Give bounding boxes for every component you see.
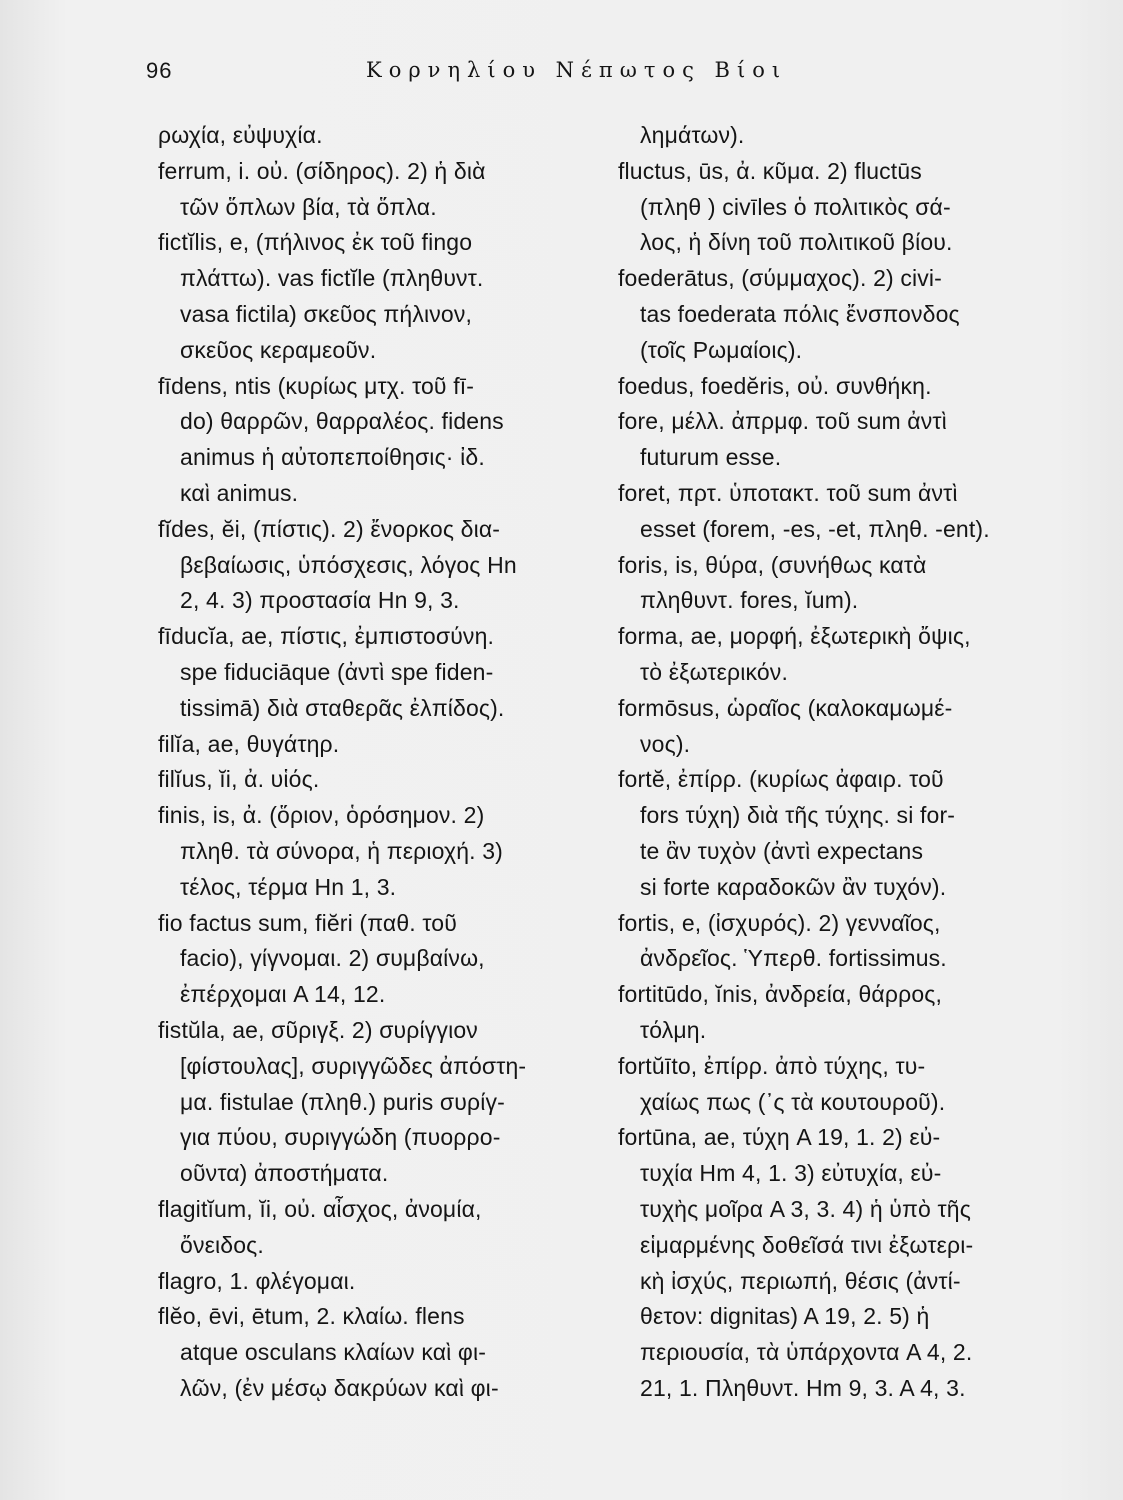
dictionary-line: λημάτων). xyxy=(640,122,745,148)
dictionary-line: τὸ ἐξωτερικόν. xyxy=(640,658,788,685)
dictionary-line: fictĭlis, e, (πήλινος ἐκ τοῦ fingo xyxy=(158,229,473,256)
dictionary-line: si forte καραδοκῶν ἂν τυχόν). xyxy=(640,873,947,900)
dictionary-line: esset (forem, -es, -et, πληθ. -ent). xyxy=(640,515,990,542)
dictionary-line: fore, μέλλ. ἀπρμφ. τοῦ sum ἀντὶ xyxy=(618,408,947,435)
dictionary-line: flagro, 1. φλέγομαι. xyxy=(158,1267,356,1294)
dictionary-line: fio factus sum, fiĕri (παθ. τοῦ xyxy=(158,909,457,936)
dictionary-line: πληθυντ. fores, ĭum). xyxy=(640,587,859,614)
dictionary-line: τυχία Hm 4, 1. 3) εὐτυχία, εὐ- xyxy=(640,1160,942,1187)
dictionary-line: fors τύχη) διὰ τῆς τύχης. si for- xyxy=(640,802,956,829)
dictionary-line: τυχὴς μοῖρα A 3, 3. 4) ἡ ὑπὸ τῆς xyxy=(640,1195,971,1222)
dictionary-line: formōsus, ὡραῖος (καλοκαμωμέ- xyxy=(618,694,953,721)
dictionary-line: λῶν, (ἐν μέσῳ δακρύων καὶ φι- xyxy=(180,1374,499,1401)
dictionary-line: για πύου, συριγγώδη (πυορρο- xyxy=(180,1124,501,1151)
dictionary-line: flĕo, ēvi, ētum, 2. κλαίω. flens xyxy=(158,1303,465,1330)
dictionary-line: πλάττω). vas fictĭle (πληθυντ. xyxy=(180,265,484,292)
dictionary-line: περιουσία, τὰ ὑπάρχοντα A 4, 2. xyxy=(640,1339,973,1366)
dictionary-line: animus ἡ αὐτοπεποίθησις· ἰδ. xyxy=(180,444,485,471)
dictionary-line: τῶν ὅπλων βία, τὰ ὅπλα. xyxy=(180,193,437,220)
dictionary-line: tas foederata πόλις ἔνσπονδος xyxy=(640,300,960,327)
dictionary-line: τόλμη. xyxy=(640,1016,707,1043)
page-header xyxy=(146,58,833,88)
dictionary-line: finis, is, ἀ. (ὅριον, ὁρόσημον. 2) xyxy=(158,802,485,829)
page-number: 96 xyxy=(146,58,173,83)
dictionary-line: (τοῖς Ρωμαίοις). xyxy=(640,336,803,363)
dictionary-line: θετον: dignitas) A 19, 2. 5) ἡ xyxy=(640,1303,930,1330)
dictionary-line: do) θαρρῶν, θαρραλέος. fidens xyxy=(180,408,504,435)
dictionary-line: σκεῦος κεραμεοῦν. xyxy=(180,336,377,363)
dictionary-line: filĭus, ĭi, ἀ. υἱός. xyxy=(158,766,320,793)
dictionary-line: foris, is, θύρα, (συνήθως κατὰ xyxy=(618,551,927,578)
dictionary-line: εἱμαρμένης δοθεῖσά τινι ἐξωτερι- xyxy=(640,1231,974,1258)
dictionary-line: ferrum, i. οὐ. (σίδηρος). 2) ἡ διὰ xyxy=(158,157,486,184)
dictionary-line: βεβαίωσις, ὑπόσχεσις, λόγος Hn xyxy=(180,551,517,578)
dictionary-line: μα. fistulae (πληθ.) puris συρίγ- xyxy=(180,1088,505,1115)
dictionary-line: ἐπέρχομαι A 14, 12. xyxy=(180,981,386,1008)
dictionary-line: πληθ. τὰ σύνορα, ἡ περιοχή. 3) xyxy=(180,837,503,864)
dictionary-line: [φίστουλας], συριγγῶδες ἀπόστη- xyxy=(180,1052,527,1079)
dictionary-line: χαίως πως (᾿ς τὰ κουτουροῦ). xyxy=(640,1088,946,1115)
dictionary-line: foedus, foedĕris, οὐ. συνθήκη. xyxy=(618,372,932,399)
dictionary-line: τέλος, τέρμα Hn 1, 3. xyxy=(180,873,397,900)
dictionary-line: fluctus, ūs, ἀ. κῦμα. 2) fluctūs xyxy=(618,157,922,184)
dictionary-line: ὄνειδος. xyxy=(180,1231,264,1258)
dictionary-line: flagitĭum, ĭi, οὐ. αἶσχος, ἀνομία, xyxy=(158,1195,482,1222)
dictionary-line: fortūna, ae, τύχη A 19, 1. 2) εὐ- xyxy=(618,1124,941,1151)
dictionary-line: vasa fictila) σκεῦος πήλινον, xyxy=(180,300,473,327)
dictionary-line: fortŭīto, ἐπίρρ. ἀπὸ τύχης, τυ- xyxy=(618,1052,926,1079)
dictionary-line: fortis, e, (ἰσχυρός). 2) γενναῖος, xyxy=(618,909,941,936)
dictionary-line: ἀνδρεῖος. Ὑπερθ. fortissimus. xyxy=(640,945,947,972)
dictionary-line: fīdens, ntis (κυρίως μτχ. τοῦ fī- xyxy=(158,372,475,399)
dictionary-line: fortitūdo, ĭnis, ἀνδρεία, θάρρος, xyxy=(618,981,943,1008)
dictionary-line: 2, 4. 3) προστασία Hn 9, 3. xyxy=(180,587,460,614)
dictionary-line: filĭa, ae, θυγάτηρ. xyxy=(158,730,340,757)
dictionary-line: foret, πρτ. ὑποτακτ. τοῦ sum ἀντὶ xyxy=(618,479,958,506)
left-column xyxy=(158,118,588,1407)
dictionary-line: fĭdes, ĕi, (πίστις). 2) ἔνορκος δια- xyxy=(158,515,501,542)
right-column xyxy=(618,118,1074,1407)
dictionary-line: (πληθ ) civīles ὁ πολιτικὸς σά- xyxy=(640,193,951,220)
dictionary-line: facio), γίγνομαι. 2) συμβαίνω, xyxy=(180,945,485,972)
dictionary-line: spe fiduciāque (ἀντὶ spe fiden- xyxy=(180,658,494,685)
dictionary-line: atque osculans κλαίων καὶ φι- xyxy=(180,1339,487,1366)
dictionary-line: fortĕ, ἐπίρρ. (κυρίως ἀφαιρ. τοῦ xyxy=(618,766,944,793)
running-title: Κορνηλίου Νέπωτος Βίοι xyxy=(366,58,788,82)
dictionary-line: futurum esse. xyxy=(640,444,782,471)
dictionary-line: νος). xyxy=(640,730,691,757)
dictionary-line: οῦντα) ἀποστήματα. xyxy=(180,1160,389,1187)
dictionary-line: ρωχία, εὐψυχία. xyxy=(158,122,323,148)
dictionary-line: καὶ animus. xyxy=(180,479,299,506)
dictionary-line: te ἂν τυχὸν (ἀντὶ expectans xyxy=(640,837,924,864)
dictionary-line: forma, ae, μορφή, ἐξωτερικὴ ὄψις, xyxy=(618,623,971,650)
dictionary-line: κὴ ἰσχύς, περιωπή, θέσις (ἀντί- xyxy=(640,1267,961,1294)
dictionary-line: fistŭla, ae, σῦριγξ. 2) συρίγγιον xyxy=(158,1016,478,1043)
dictionary-line: foederātus, (σύμμαχος). 2) civi- xyxy=(618,265,942,292)
dictionary-line: λος, ἡ δίνη τοῦ πολιτικοῦ βίου. xyxy=(640,229,953,256)
dictionary-line: 21, 1. Πληθυντ. Hm 9, 3. A 4, 3. xyxy=(640,1374,966,1401)
dictionary-line: fīducĭa, ae, πίστις, ἐμπιστοσύνη. xyxy=(158,623,495,650)
dictionary-line: tissimā) διὰ σταθερᾶς ἐλπίδος). xyxy=(180,694,505,721)
